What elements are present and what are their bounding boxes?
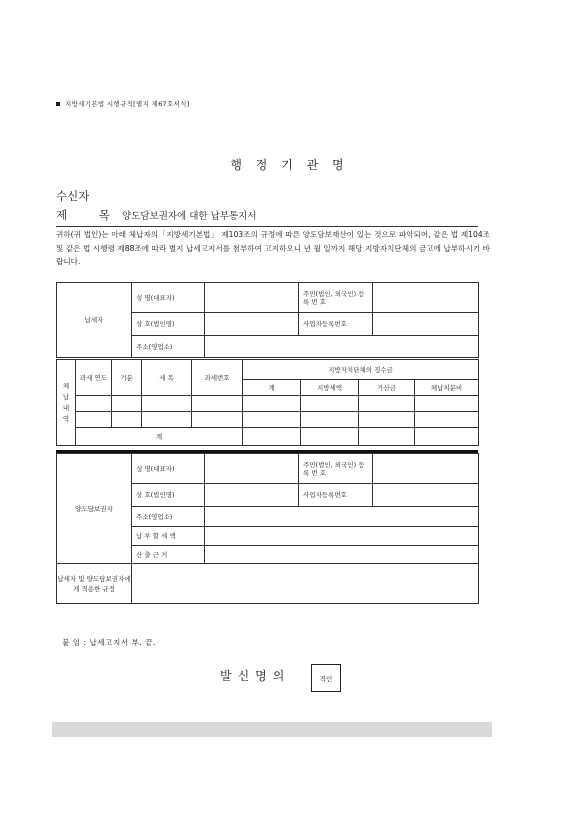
- arrears-table: [56, 359, 479, 446]
- secured-id-value[interactable]: [373, 454, 479, 484]
- arrears-total-cell[interactable]: [359, 428, 415, 446]
- secured-bizno-value[interactable]: [373, 484, 479, 507]
- official-seal: 직인: [311, 664, 341, 692]
- arrears-cell[interactable]: [192, 412, 243, 428]
- arrears-cell[interactable]: [359, 396, 415, 412]
- secured-basis-label: 산 출 근 거: [132, 546, 205, 564]
- arrears-section-label: 체 납 내 역: [57, 360, 76, 446]
- secured-id-label: 주민(법인, 외국인) 등 록 번 호: [299, 454, 373, 484]
- taxpayer-name-value[interactable]: [205, 283, 299, 313]
- col-tax-year: 과세 연도: [76, 360, 112, 396]
- secured-amount-value[interactable]: [205, 527, 479, 546]
- taxpayer-id-label: 주민(법인, 외국인) 등 록 번 호: [299, 283, 373, 313]
- authority-name: 행 정 기 관 명: [230, 158, 349, 172]
- taxpayer-id-value[interactable]: [373, 283, 479, 313]
- arrears-cell[interactable]: [415, 412, 479, 428]
- taxpayer-address-label: 주소(영업소): [132, 336, 205, 358]
- taxpayer-bizno-label: 사업자등록번호: [299, 313, 373, 336]
- arrears-cell[interactable]: [142, 396, 192, 412]
- divider: [56, 226, 478, 227]
- taxpayer-section-label: 납세자: [57, 283, 132, 358]
- col-total: 계: [243, 380, 301, 396]
- taxpayer-address-value[interactable]: [205, 336, 479, 358]
- col-disposal-fee: 체납처분비: [415, 380, 479, 396]
- secured-address-label: 주소(영업소): [132, 507, 205, 527]
- subject-label: 제 목: [56, 208, 124, 222]
- taxpayer-table: [56, 282, 479, 358]
- arrears-total-cell[interactable]: [243, 428, 301, 446]
- secured-name-label: 성 명(대표자): [132, 454, 205, 484]
- subject-text: 양도담보권자에 대한 납부통지서: [122, 211, 257, 222]
- arrears-total-cell[interactable]: [301, 428, 359, 446]
- col-period: 기분: [112, 360, 142, 396]
- form-reference: [56, 99, 190, 108]
- secured-trade-label: 상 호(법인명): [132, 484, 205, 507]
- secured-trade-value[interactable]: [205, 484, 299, 507]
- bullet-square-icon: [56, 102, 60, 106]
- secured-party-table: [56, 453, 479, 604]
- secured-section-label: 양도담보권자: [57, 454, 132, 564]
- issuer-name: 발신명의: [220, 669, 291, 683]
- arrears-total-label: 계: [76, 428, 243, 446]
- col-claim-group: 지방자치단체의 징수금: [243, 360, 479, 380]
- arrears-cell[interactable]: [76, 412, 112, 428]
- taxpayer-trade-label: 상 호(법인명): [132, 313, 205, 336]
- recipient-label: 수신자: [56, 189, 90, 203]
- secured-bizno-label: 사업자등록번호: [299, 484, 373, 507]
- notice-body: 귀하(귀 법인)는 아래 체납자의「지방세기본법」 제103조의 규정에 따른 양도담보재산이 있는 것으로 파악되어, 같은 법 제104조 및 같은 법 시행령 제88조에 따라 별지 납세고지서를 첨부하여 고지하오니 년 월 일까지 해당 지방자치단체의 금고에 납부하시기 바랍니다.: [56, 230, 490, 266]
- arrears-cell[interactable]: [76, 396, 112, 412]
- footer-bar: [52, 722, 492, 737]
- secured-name-value[interactable]: [205, 454, 299, 484]
- arrears-cell[interactable]: [243, 412, 301, 428]
- col-tax-item: 세 목: [142, 360, 192, 396]
- provisions-value[interactable]: [132, 564, 479, 604]
- secured-basis-value[interactable]: [205, 546, 479, 564]
- arrears-cell[interactable]: [301, 396, 359, 412]
- taxpayer-trade-value[interactable]: [205, 313, 299, 336]
- arrears-cell[interactable]: [192, 396, 243, 412]
- taxpayer-name-label: 성 명(대표자): [132, 283, 205, 313]
- secured-amount-label: 납 부 할 세 액: [132, 527, 205, 546]
- col-local-tax: 지방세액: [301, 380, 359, 396]
- arrears-cell[interactable]: [301, 412, 359, 428]
- arrears-cell[interactable]: [112, 396, 142, 412]
- col-penalty: 가산금: [359, 380, 415, 396]
- col-tax-number: 과세번호: [192, 360, 243, 396]
- arrears-cell[interactable]: [415, 396, 479, 412]
- form-reference-text: 지방세기본법 시행규칙[별지 제67호서식]: [65, 100, 190, 108]
- arrears-cell[interactable]: [243, 396, 301, 412]
- arrears-cell[interactable]: [359, 412, 415, 428]
- arrears-cell[interactable]: [142, 412, 192, 428]
- provisions-label: 납세자 및 양도담보권자에게 적용한 규정: [57, 564, 132, 604]
- taxpayer-bizno-value[interactable]: [373, 313, 479, 336]
- arrears-total-cell[interactable]: [415, 428, 479, 446]
- secured-address-value[interactable]: [205, 507, 479, 527]
- attachment-note: 붙 임 : 납세고지서 부. 끝.: [62, 638, 156, 647]
- arrears-cell[interactable]: [112, 412, 142, 428]
